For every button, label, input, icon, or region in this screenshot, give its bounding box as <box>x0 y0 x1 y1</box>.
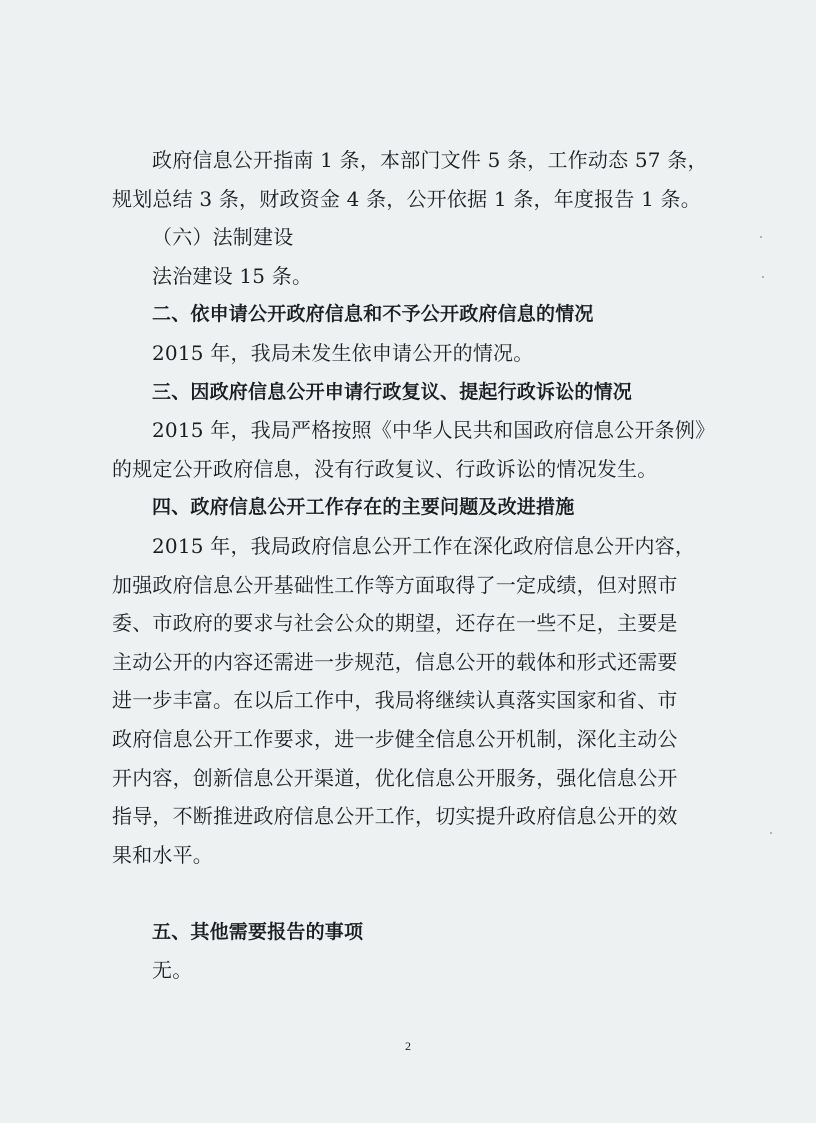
body-line: 2015 年，我局政府信息公开工作在深化政府信息公开内容， <box>152 533 696 558</box>
body-line: 指导，不断推进政府信息公开工作，切实提升政府信息公开的效 <box>112 804 678 829</box>
body-line: 规划总结 3 条，财政资金 4 条，公开依据 1 条，年度报告 1 条。 <box>112 186 701 211</box>
body-line: 法治建设 15 条。 <box>152 263 313 288</box>
scan-speck <box>762 276 764 278</box>
section-heading: 五、其他需要报告的事项 <box>152 920 364 943</box>
section-heading: 三、因政府信息公开申请行政复议、提起行政诉讼的情况 <box>152 380 633 403</box>
body-line: 进一步丰富。在以后工作中，我局将继续认真落实国家和省、市 <box>112 688 678 713</box>
body-line: 2015 年，我局未发生依申请公开的情况。 <box>152 340 534 365</box>
body-line: 开内容，创新信息公开渠道，优化信息公开服务，强化信息公开 <box>112 765 678 790</box>
body-line: 委、市政府的要求与社会公众的期望，还存在一些不足，主要是 <box>112 611 678 636</box>
page-number: 2 <box>405 1039 411 1053</box>
body-line: 果和水平。 <box>112 842 213 867</box>
subsection-heading: （六）法制建设 <box>152 225 294 250</box>
body-line: 政府信息公开工作要求，进一步健全信息公开机制，深化主动公 <box>112 726 678 751</box>
document-body <box>112 141 716 990</box>
scan-speck <box>770 832 772 834</box>
body-line: 加强政府信息公开基础性工作等方面取得了一定成绩，但对照市 <box>112 572 678 597</box>
body-line: 2015 年，我局严格按照《中华人民共和国政府信息公开条例》 <box>152 418 716 443</box>
body-line: 政府信息公开指南 1 条，本部门文件 5 条，工作动态 57 条， <box>152 148 708 172</box>
body-line: 的规定公开政府信息，没有行政复议、行政诉讼的情况发生。 <box>112 456 658 481</box>
section-heading: 二、依申请公开政府信息和不予公开政府信息的情况 <box>152 303 594 326</box>
body-line: 无。 <box>152 958 193 983</box>
section-heading: 四、政府信息公开工作存在的主要问题及改进措施 <box>152 496 575 519</box>
scan-speck <box>760 236 762 238</box>
blank-line <box>112 874 702 913</box>
body-line: 主动公开的内容还需进一步规范，信息公开的载体和形式还需要 <box>112 649 678 674</box>
